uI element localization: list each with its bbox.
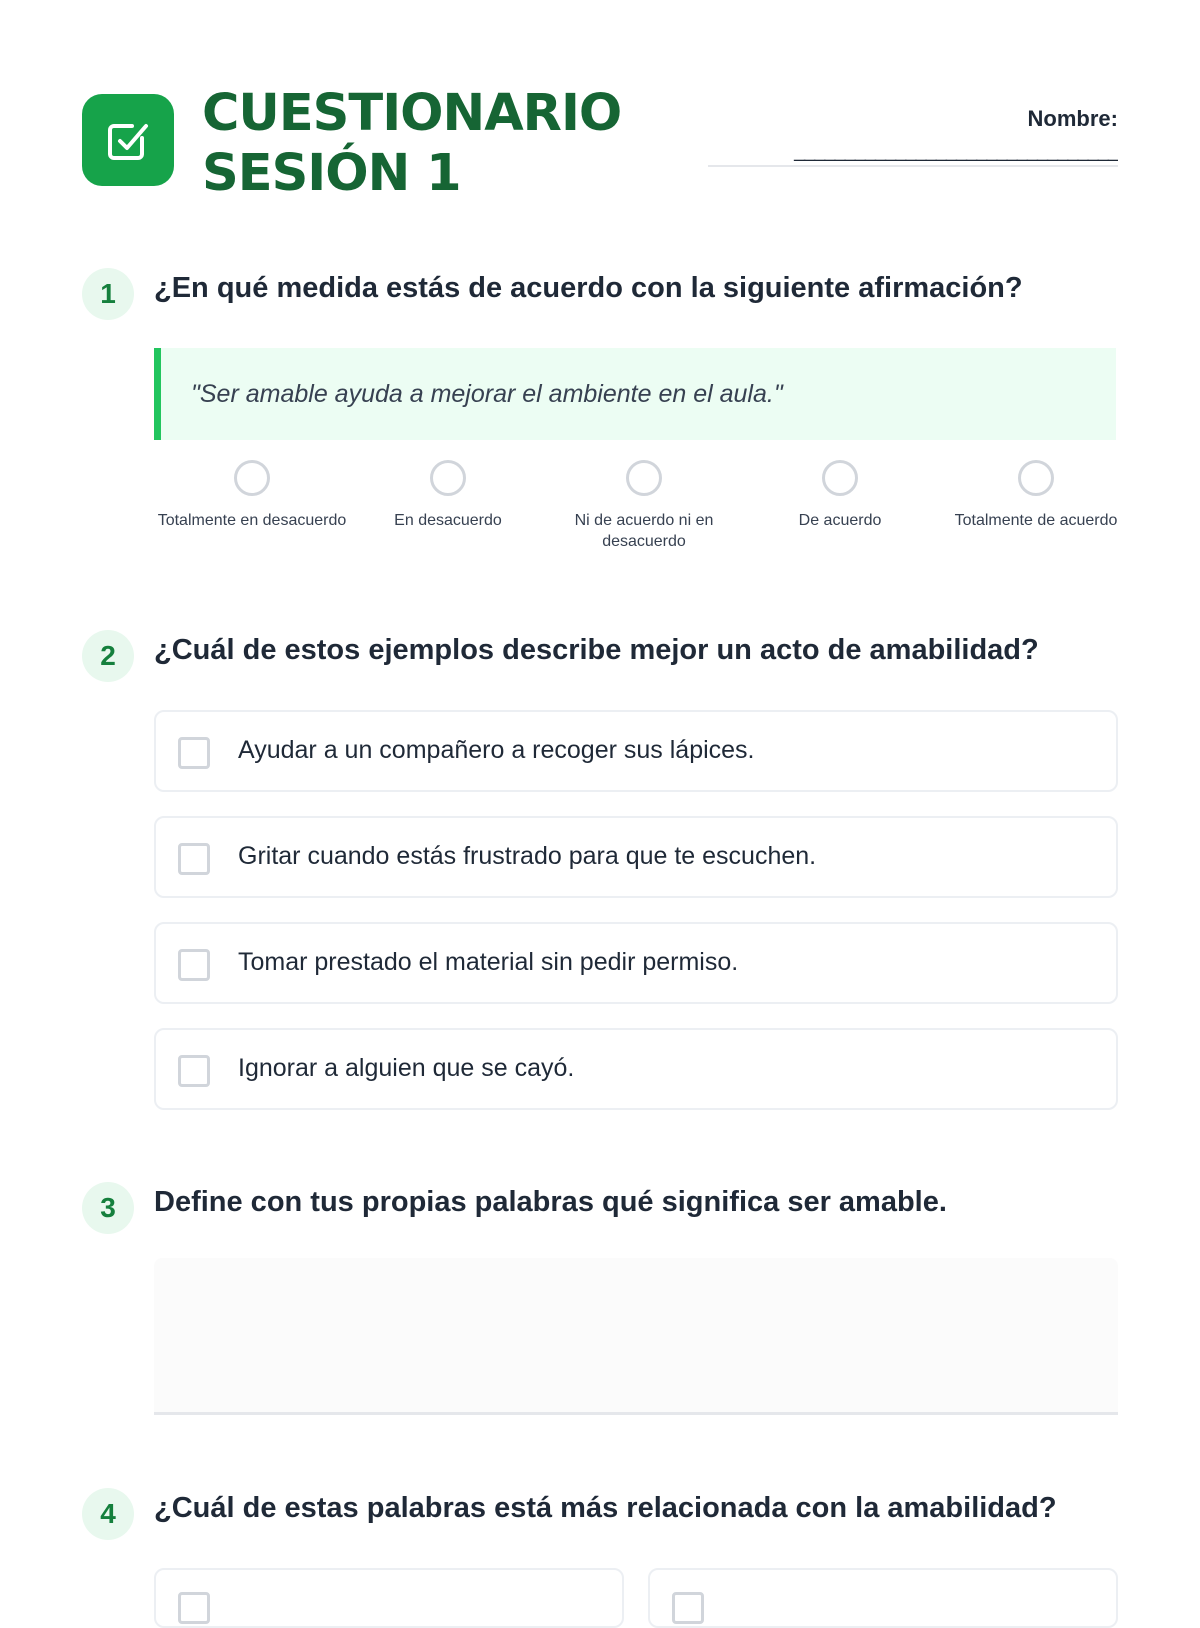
radio-button[interactable] [626,460,662,496]
title-line-2: SESIÓN 1 [202,144,461,203]
likert-option[interactable] [742,460,938,531]
question-text: ¿En qué medida estás de acuerdo con la siguiente afirmación? [154,272,1023,304]
checkbox[interactable] [178,949,210,981]
checkbox-edit-icon [82,94,174,186]
likert-option[interactable] [154,460,350,531]
choice-label: Gritar cuando estás frustrado para que te escuchen. [238,842,817,870]
question-2 [82,630,1118,1130]
name-blank-line[interactable]: ________________________________ [708,140,1118,167]
likert-label: Totalmente de acuerdo [954,512,1118,529]
choice-label: Ayudar a un compañero a recoger sus lápices. [238,736,755,764]
checkbox[interactable] [672,1592,704,1624]
radio-button[interactable] [822,460,858,496]
likert-option[interactable] [350,460,546,531]
choice-option[interactable] [154,1568,624,1628]
checkbox[interactable] [178,1592,210,1624]
choice-option[interactable] [154,922,1118,1004]
quiz-title [202,84,621,204]
statement-quote: "Ser amable ayuda a mejorar el ambiente en el aula." [154,348,1116,440]
checkbox[interactable] [178,1055,210,1087]
likert-label: En desacuerdo [394,512,502,529]
likert-label: De acuerdo [798,512,882,529]
likert-option[interactable] [938,460,1134,531]
choice-option[interactable] [154,1028,1118,1110]
question-1 [82,268,1118,568]
question-text: Define con tus propias palabras qué significa ser amable. [154,1186,947,1218]
open-answer-field[interactable] [154,1258,1118,1415]
question-text: ¿Cuál de estos ejemplos describe mejor un acto de amabilidad? [154,634,1039,666]
radio-button[interactable] [1018,460,1054,496]
likert-label: Ni de acuerdo ni en desacuerdo [574,512,714,550]
question-number: 3 [82,1182,134,1234]
choice-option[interactable] [154,816,1118,898]
question-number: 4 [82,1488,134,1540]
question-3 [82,1182,1118,1422]
choice-label: Ignorar a alguien que se cayó. [238,1054,575,1082]
question-text: ¿Cuál de estas palabras está más relacionada con la amabilidad? [154,1492,1057,1524]
likert-option[interactable] [546,460,742,552]
question-4 [82,1488,1118,1600]
question-number: 2 [82,630,134,682]
choice-option[interactable] [154,710,1118,792]
quiz-header [82,84,1118,203]
choice-option[interactable] [648,1568,1118,1628]
radio-button[interactable] [234,460,270,496]
likert-label: Totalmente en desacuerdo [157,512,347,529]
title-line-1: CUESTIONARIO [202,84,622,143]
name-field[interactable] [708,106,1118,167]
radio-button[interactable] [430,460,466,496]
name-label: Nombre: [1027,106,1118,131]
checkbox[interactable] [178,737,210,769]
likert-scale [154,460,1134,560]
question-number: 1 [82,268,134,320]
choice-label: Tomar prestado el material sin pedir permiso. [238,948,739,976]
checkbox[interactable] [178,843,210,875]
